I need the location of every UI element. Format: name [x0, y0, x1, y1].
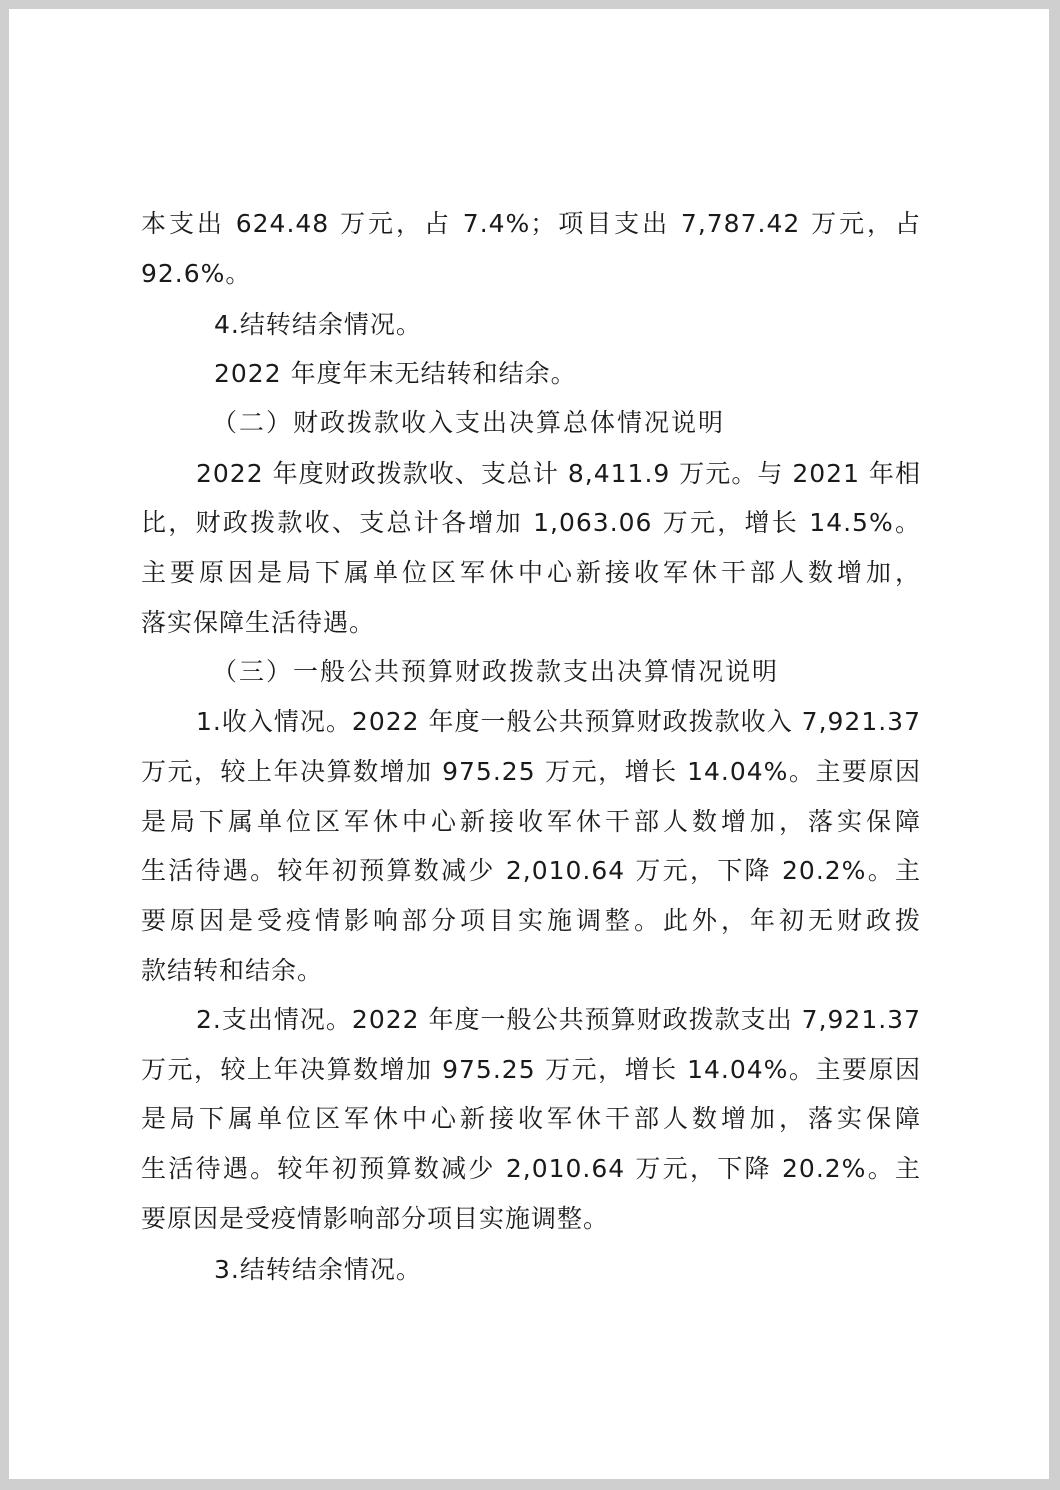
paragraph-line: 2022 年度财政拨款收、支总计 8,411.9 万元。与 2021 年相 — [196, 459, 921, 488]
section-heading: 4.结转结余情况。 — [214, 310, 422, 339]
section-heading: （三）一般公共预算财政拨款支出决算情况说明 — [212, 657, 780, 686]
paragraph-line: 92.6%。 — [141, 259, 252, 288]
paragraph-line: 是局下属单位区军休中心新接收军休干部人数增加，落实保障 — [141, 807, 921, 836]
section-heading: （二）财政拨款收入支出决算总体情况说明 — [212, 408, 726, 437]
paragraph-line: 生活待遇。较年初预算数减少 2,010.64 万元，下降 20.2%。主 — [141, 1154, 921, 1183]
paragraph-line: 主要原因是局下属单位区军休中心新接收军休干部人数增加， — [141, 558, 921, 587]
section-heading: 3.结转结余情况。 — [214, 1255, 422, 1284]
paragraph-line: 万元，较上年决算数增加 975.25 万元，增长 14.04%。主要原因 — [141, 1055, 921, 1084]
paragraph-line: 是局下属单位区军休中心新接收军休干部人数增加，落实保障 — [141, 1104, 921, 1133]
paragraph-line: 要原因是受疫情影响部分项目实施调整。 — [141, 1204, 610, 1233]
paragraph-line: 比，财政拨款收、支总计各增加 1,063.06 万元，增长 14.5%。 — [141, 508, 921, 537]
paragraph-line: 要原因是受疫情影响部分项目实施调整。此外，年初无财政拨 — [141, 906, 921, 935]
paragraph-line: 万元，较上年决算数增加 975.25 万元，增长 14.04%。主要原因 — [141, 757, 921, 786]
paragraph-line: 2022 年度年末无结转和结余。 — [214, 359, 577, 388]
paragraph-line: 款结转和结余。 — [141, 956, 324, 985]
paragraph-line: 2.支出情况。2022 年度一般公共预算财政拨款支出 7,921.37 — [196, 1005, 921, 1034]
paragraph-line: 1.收入情况。2022 年度一般公共预算财政拨款收入 7,921.37 — [196, 707, 921, 736]
paragraph-line: 落实保障生活待遇。 — [141, 608, 376, 637]
paragraph-line: 生活待遇。较年初预算数减少 2,010.64 万元，下降 20.2%。主 — [141, 856, 921, 885]
paragraph-line: 本支出 624.48 万元，占 7.4%；项目支出 7,787.42 万元，占 — [141, 209, 921, 238]
